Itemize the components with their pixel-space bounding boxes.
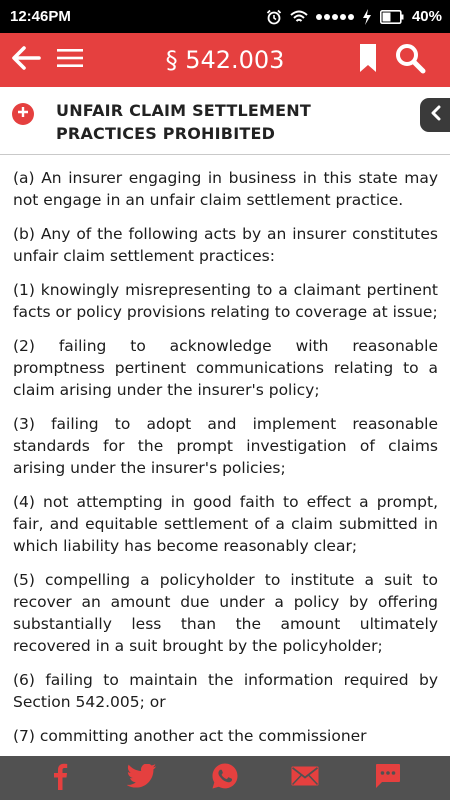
alarm-icon [266, 9, 282, 25]
facebook-icon [52, 762, 68, 795]
page-title: § 542.003 [165, 46, 285, 74]
menu-button[interactable] [52, 33, 88, 87]
paragraph-5: (5) compelling a policyholder to institute a suit to recover an amount due under a policy by offering substantially less than the amount ultimately recovered in a suit brought by the policyholder; [13, 571, 438, 655]
paragraph-6: (6) failing to maintain the information required by Section 542.005; or [13, 671, 438, 711]
wifi-icon [290, 10, 308, 24]
paragraph-a: (a) An insurer engaging in business in this state may not engage in an unfair claim settlement practice. [13, 169, 438, 209]
statute-content[interactable] [0, 157, 450, 756]
back-button[interactable] [8, 33, 44, 87]
chevron-left-icon [430, 105, 442, 126]
paragraph-2: (2) failing to acknowledge with reasonable promptness pertinent communications relating to a claim arising under the insurer's policy; [13, 337, 438, 399]
search-icon [394, 42, 426, 79]
email-icon [291, 766, 319, 791]
signal-dots-icon [316, 14, 354, 20]
battery-percent: 40% [411, 8, 442, 25]
share-bar [0, 756, 450, 800]
bookmark-button[interactable] [352, 33, 384, 87]
paragraph-4: (4) not attempting in good faith to effect a prompt, fair, and equitable settlement of a claim submitted in which liability has become reasonably clear; [13, 493, 438, 555]
side-panel-tab[interactable] [420, 98, 450, 132]
hamburger-menu-icon [56, 47, 84, 74]
whatsapp-icon [211, 762, 239, 795]
app-bar [0, 33, 450, 87]
share-twitter-button[interactable] [120, 756, 164, 800]
section-title: UNFAIR CLAIM SETTLEMENT PRACTICES PROHIBITED [56, 101, 311, 143]
share-email-button[interactable] [283, 756, 327, 800]
share-sms-button[interactable] [366, 756, 410, 800]
paragraph-3: (3) failing to adopt and implement reasonable standards for the prompt investigation of claims arising under the insurer's policies; [13, 415, 438, 477]
plus-circle-icon [17, 105, 29, 123]
charging-bolt-icon [362, 9, 372, 25]
search-button[interactable] [390, 33, 430, 87]
paragraph-1: (1) knowingly misrepresenting to a claimant pertinent facts or policy provisions relating to coverage at issue; [13, 281, 438, 321]
paragraph-b: (b) Any of the following acts by an insurer constitutes unfair claim settlement practices: [13, 225, 438, 265]
status-time: 12:46PM [10, 8, 71, 25]
sms-icon [375, 763, 401, 794]
twitter-icon [127, 764, 157, 793]
expand-button[interactable] [12, 103, 34, 125]
battery-icon [380, 10, 404, 24]
share-whatsapp-button[interactable] [203, 756, 247, 800]
bookmark-icon [359, 43, 377, 78]
paragraph-7: (7) committing another act the commissioner [13, 727, 367, 745]
status-icons [266, 8, 442, 25]
back-arrow-icon [11, 45, 41, 76]
section-header [0, 87, 450, 155]
status-bar [0, 0, 450, 33]
share-facebook-button[interactable] [38, 756, 82, 800]
